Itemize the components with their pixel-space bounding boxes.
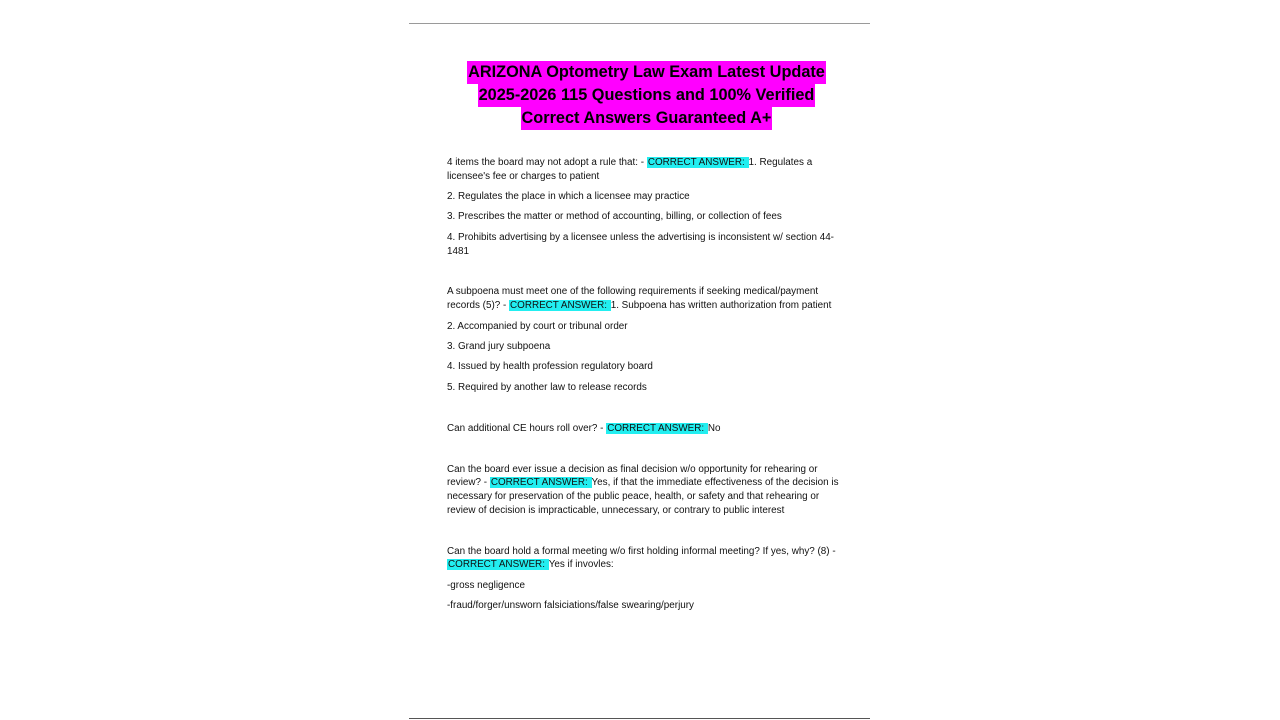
page-top-border	[409, 23, 870, 24]
document-body	[447, 156, 847, 619]
correct-answer-highlight: CORRECT ANSWER:	[607, 422, 707, 434]
question-text: 4 items the board may not adopt a rule that: -	[447, 157, 647, 168]
correct-answer-highlight: CORRECT ANSWER:	[647, 157, 748, 168]
answer-text: 1. Subpoena has written authorization from patient	[610, 300, 832, 312]
qa-question	[447, 422, 847, 436]
qa-block	[447, 463, 847, 518]
qa-question	[447, 545, 847, 572]
question-text: Can the board hold a formal meeting w/o first holding informal meeting? If yes, why? (8) -	[447, 545, 836, 557]
qa-question	[447, 285, 847, 312]
qa-question	[447, 463, 847, 518]
qa-block	[447, 156, 847, 258]
question-text: Can additional CE hours roll over? -	[447, 422, 607, 434]
title-line: Correct Answers Guaranteed A+	[521, 107, 773, 130]
qa-block	[447, 422, 847, 436]
answer-text: No	[707, 422, 721, 434]
question-text: Can the board ever issue a decision as final decision w/o opportunity for rehearing or review? -	[447, 463, 818, 489]
correct-answer-highlight: CORRECT ANSWER:	[448, 559, 548, 571]
answer-line: 5. Required by another law to release records	[447, 381, 647, 393]
answer-line: -gross negligence	[447, 579, 525, 591]
page-bottom-border	[409, 718, 870, 719]
answer-line: -fraud/forger/unsworn falsiciations/false swearing/perjury	[447, 600, 694, 611]
document-title	[409, 61, 884, 130]
qa-block	[447, 285, 847, 394]
answer-line: 4. Prohibits advertising by a licensee unless the advertising is inconsistent w/ section 44-1481	[447, 231, 834, 257]
qa-block	[447, 545, 847, 613]
title-line: ARIZONA Optometry Law Exam Latest Update	[467, 61, 826, 84]
answer-text: 1. Regulates a licensee's fee or charges to patient	[447, 157, 813, 182]
question-text: A subpoena must meet one of the following requirements if seeking medical/payment records (5)? -	[447, 286, 819, 312]
answer-line: 4. Issued by health profession regulatory board	[447, 361, 653, 373]
answer-text: Yes, if that the immediate effectiveness of the decision is necessary for preservation of the public peace, health, or safety and that rehearing or review of decision is impracticable, unnecessary, or contrary to public interest	[447, 477, 839, 516]
title-line: 2025-2026 115 Questions and 100% Verified	[478, 84, 816, 107]
correct-answer-highlight: CORRECT ANSWER:	[510, 300, 610, 312]
answer-line: 2. Accompanied by court or tribunal order	[447, 320, 628, 332]
answer-line: 3. Prescribes the matter or method of accounting, billing, or collection of fees	[447, 211, 782, 223]
correct-answer-highlight: CORRECT ANSWER:	[490, 477, 591, 489]
qa-question	[447, 156, 847, 183]
answer-line: 3. Grand jury subpoena	[447, 340, 551, 352]
answer-text: Yes if invovles:	[548, 559, 614, 571]
answer-line: 2. Regulates the place in which a licensee may practice	[447, 191, 690, 203]
